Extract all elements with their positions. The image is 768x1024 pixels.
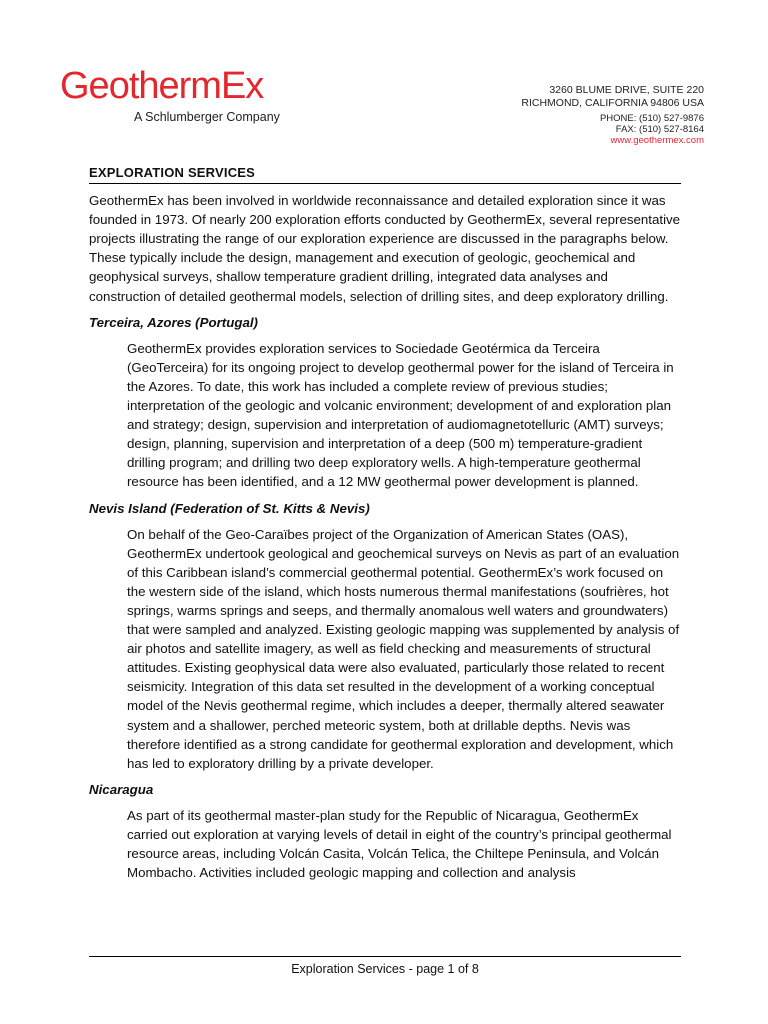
website-link[interactable]: www.geothermex.com: [610, 135, 704, 146]
company-contact: [600, 113, 704, 146]
fax-number: FAX: (510) 527-8164: [615, 124, 704, 135]
project-heading-terceira: Terceira, Azores (Portugal): [89, 314, 258, 330]
phone-number: PHONE: (510) 527-9876: [599, 113, 704, 124]
logo-subtitle: A Schlumberger Company: [134, 110, 280, 124]
address-line-1: 3260 BLUME DRIVE, SUITE 220: [549, 84, 704, 96]
page-footer: Exploration Services - page 1 of 8: [291, 962, 479, 976]
section-title: EXPLORATION SERVICES: [89, 163, 681, 184]
document-body: [89, 163, 681, 889]
intro-paragraph: GeothermEx has been involved in worldwide reconnaissance and detailed exploration since it was founded in 1973. Of nearly 200 exploration efforts conducted by GeothermEx, several representative projects illustrating the range of our exploration experience are discussed in the paragraphs below. These typically include the design, management and execution of geologic, geochemical and geophysical surveys, shallow temperature gradient drilling, integrated data analyses and construction of detailed geothermal models, selection of drilling sites, and deep exploratory drilling.: [89, 193, 681, 304]
project-body-nicaragua: As part of its geothermal master-plan study for the Republic of Nicaragua, GeothermEx carried out exploration at varying levels of detail in eight of the country’s principal geothermal resource areas, including Volcán Casita, Volcán Telica, the Chiltepe Peninsula, and Volcán Mombacho. Activities included geologic mapping and collection and analysis: [127, 807, 672, 881]
address-line-2: RICHMOND, CALIFORNIA 94806 USA: [521, 96, 704, 109]
project-heading-nicaragua: Nicaragua: [89, 781, 154, 797]
project-body-terceira: GeothermEx provides exploration services to Sociedade Geotérmica da Terceira (GeoTerceira) for its ongoing project to develop geothermal power for the island of Terceira in the Azores. To date, this work has included a complete review of previous studies; interpretation of the geologic and volcanic environment; development of and exploration plan and strategy; design, supervision and interpretation of audiomagnetotelluric (AMT) surveys; design, planning, supervision and interpretation of a deep (500 m) temperature-gradient drilling program; and drilling two deep exploratory wells. A high-temperature geothermal resource has been identified, and a 12 MW geothermal power development is planned.: [127, 340, 674, 490]
project-body-nevis: On behalf of the Geo-Caraïbes project of the Organization of American States (OAS), GeothermEx undertook geological and geochemical surveys on Nevis as part of an evaluation of this Caribbean island’s commercial geothermal potential. GeothermEx’s work focused on the western side of the island, which hosts numerous thermal manifestations (soufrières, hot springs, warms springs and seeps, and thermally anomalous well waters and groundwaters) that were sampled and analyzed. Existing geologic mapping was supplemented by analysis of air photos and satellite imagery, as well as field checking and measurements of structural attitudes. Existing geophysical data were also evaluated, particularly those related to recent seismicity. Integration of this data set resulted in the development of a working conceptual model of the Nevis geothermal regime, which includes a deeper, thermally altered seawater system and a shallower, perched meteoric system, both at drillable depths. Nevis was therefore identified as a strong candidate for geothermal exploration and development, which has led to exploratory drilling by a private developer.: [127, 526, 680, 771]
footer-divider: [89, 956, 681, 957]
project-heading-nevis: Nevis Island (Federation of St. Kitts & Nevis): [89, 500, 370, 516]
logo-text: GeothermEx: [60, 65, 264, 107]
company-logo: [60, 65, 280, 124]
company-address: [521, 84, 704, 109]
